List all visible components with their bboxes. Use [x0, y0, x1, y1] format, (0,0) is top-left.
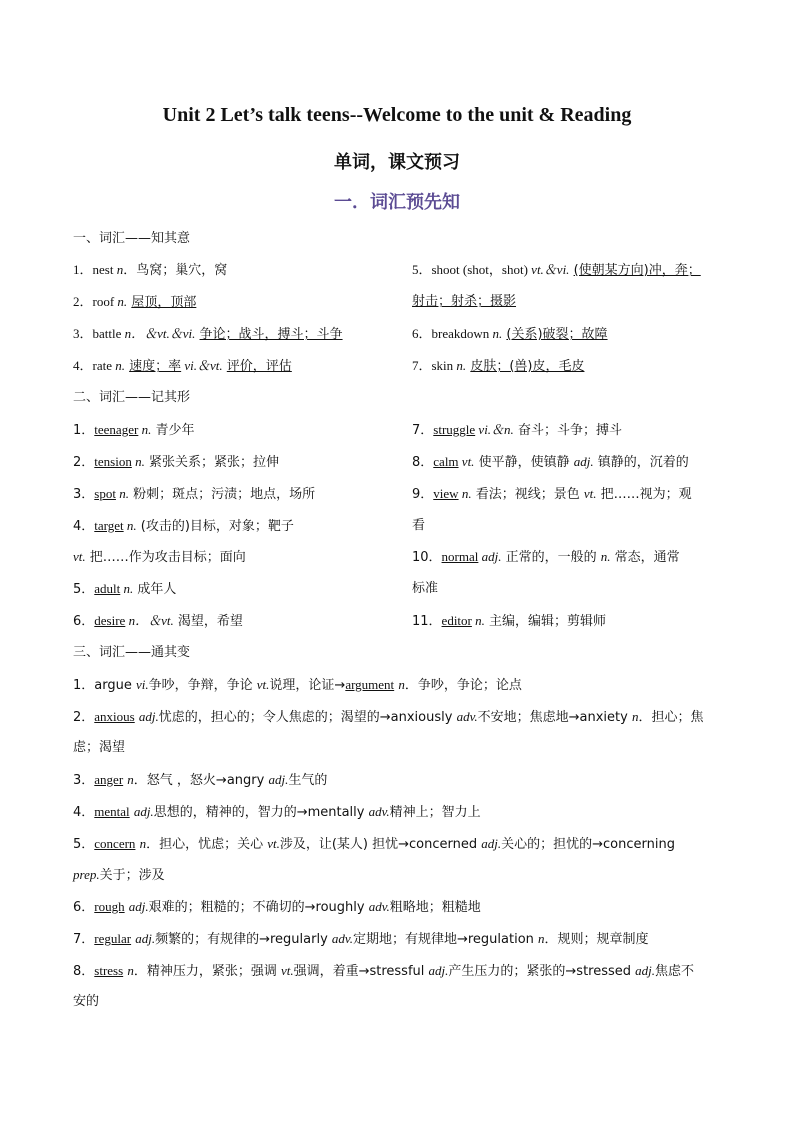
definition-text: 3．: [73, 773, 95, 788]
part-of-speech: vi.: [135, 677, 149, 692]
vocab-item-battle: 3．battle n．＆vt.＆vi. 争论；战斗，搏斗；斗争: [73, 326, 343, 342]
definition-text: 4．: [73, 805, 95, 820]
part-of-speech: prep.: [73, 867, 100, 882]
definition-text: 不安地；焦虑地→anxiety: [477, 710, 632, 725]
vocab-item-roof: 2．roof n. 屋顶，顶部: [73, 294, 197, 310]
definition-text: 安的: [73, 994, 100, 1009]
vocab-item-skin: 7．skin n. 皮肤；(兽)皮，毛皮: [412, 358, 585, 374]
word-family-line: [73, 994, 99, 1010]
definition-text: 精神上；智力上: [389, 805, 481, 820]
vocab-item-tension: 2．tension n. 紧张关系；紧张；拉伸: [73, 454, 279, 470]
part-of-speech: adv.: [368, 899, 390, 914]
part-of-speech: n: [127, 963, 134, 978]
part-of-speech: adv.: [456, 709, 478, 724]
definition-text: 虑；渴望: [73, 740, 126, 755]
part-of-speech: adv.: [368, 804, 390, 819]
word-family-line: [73, 867, 165, 884]
part1-heading: 一、词汇——知其意: [73, 231, 191, 246]
headword: mental: [94, 804, 130, 819]
part-of-speech: n: [631, 709, 639, 724]
word-family-line: [73, 740, 125, 756]
definition-text: 说理，论证→: [269, 678, 346, 693]
headword: concern: [94, 836, 136, 851]
word-family-line: [73, 709, 703, 726]
part-of-speech: vt.: [256, 677, 270, 692]
part-of-speech: adj.: [133, 804, 154, 819]
headword: rough: [94, 899, 125, 914]
definition-text: ．担心，忧虑；关心: [146, 837, 268, 852]
vocab-item-view: 9．view n. 看法；视线；景色 vt. 把……视为；观: [412, 486, 692, 502]
vocab-item-shoot-cont: 射击；射杀；摄影: [412, 294, 517, 309]
vocab-item-struggle: 7．struggle vi.＆n. 奋斗；斗争；搏斗: [412, 422, 622, 438]
definition-text: 涉及，让(某人) 担忧→concerned: [279, 837, 482, 852]
part-of-speech: n: [139, 836, 147, 851]
definition-text: 粗略地；粗糙地: [389, 900, 481, 915]
part-of-speech: adv.: [331, 931, 353, 946]
vocab-item-nest: 1．nest n．鸟窝；巢穴，窝: [73, 262, 228, 278]
page-title: Unit 2 Let’s talk teens--Welcome to the unit & Reading: [162, 104, 632, 126]
definition-text: ．精神压力，紧张；强调: [133, 964, 281, 979]
vocab-item-normal-cont: 标准: [412, 581, 439, 596]
section-heading: 一．词汇预先知: [334, 192, 460, 213]
vocab-item-adult: 5．adult n. 成年人: [73, 581, 177, 597]
definition-text: 定期地；有规律地→regulation: [352, 932, 539, 947]
headword: anger: [94, 772, 124, 787]
definition-text: 争吵，争辩，争论: [148, 678, 257, 693]
page-subtitle: 单词，课文预习: [334, 152, 460, 173]
part-of-speech: adj.: [128, 899, 149, 914]
word-family-line: [73, 804, 481, 821]
part-of-speech: adj.: [138, 709, 159, 724]
definition-text: 焦虑不: [655, 964, 695, 979]
part-of-speech: adj.: [635, 963, 656, 978]
headword: regular: [94, 931, 132, 946]
word-family-line: [73, 772, 327, 789]
definition-text: ．担心；焦: [638, 710, 704, 725]
part-of-speech: n: [127, 772, 134, 787]
vocab-item-calm: 8．calm vt. 使平静，使镇静 adj. 镇静的，沉着的: [412, 454, 689, 470]
part-of-speech: vt.: [280, 963, 294, 978]
definition-text: 产生压力的；紧张的→stressed: [448, 964, 636, 979]
vocab-item-breakdown: 6．breakdown n. (关系)破裂；故障: [412, 326, 608, 342]
vocab-item-normal: 10．normal adj. 正常的，一般的 n. 常态，通常: [412, 549, 680, 565]
part3-heading: 三、词汇——通其变: [73, 645, 191, 660]
definition-text: 关于；涉及: [99, 868, 165, 883]
word-family-line: [73, 963, 694, 980]
definition-text: 强调，着重→stressful: [293, 964, 429, 979]
part-of-speech: vt.: [267, 836, 280, 851]
word-family-line: [73, 836, 675, 853]
headword: anxious: [94, 709, 135, 724]
definition-text: ．怒气 ，怒火→angry: [133, 773, 269, 788]
definition-text: 频繁的；有规律的→regularly: [155, 932, 332, 947]
vocab-item-spot: 3．spot n. 粉刺；斑点；污渍；地点，场所: [73, 486, 316, 502]
vocab-item-editor: 11．editor n. 主编，编辑；剪辑师: [412, 613, 607, 629]
vocab-item-view-cont: 看: [412, 518, 426, 533]
definition-text: ．争吵，争论；论点: [404, 678, 522, 693]
part-of-speech: n: [538, 931, 545, 946]
part2-heading: 二、词汇——记其形: [73, 390, 191, 405]
definition-text: ．规则；规章制度: [544, 932, 649, 947]
vocab-item-desire: 6．desire n．＆vt. 渴望，希望: [73, 613, 243, 629]
vocab-item-shoot: 5．shoot (shot，shot) vt.＆vi. (使朝某方向)冲，奔；: [412, 262, 701, 278]
part-of-speech: adj.: [428, 963, 449, 978]
definition-text: 思想的，精神的，智力的→mentally: [153, 805, 369, 820]
vocab-item-target-cont: vt. 把……作为攻击目标；面向: [73, 549, 246, 565]
vocab-item-rate: 4．rate n. 速度；率 vi.＆vt. 评价，评估: [73, 358, 292, 374]
definition-text: 生气的: [288, 773, 328, 788]
definition-text: 1．argue: [73, 678, 136, 693]
vocab-item-target: 4．target n. (攻击的)目标，对象；靶子: [73, 518, 294, 534]
definition-text: 5．: [73, 837, 95, 852]
headword: argument: [345, 677, 395, 692]
vocab-item-teenager: 1．teenager n. 青少年: [73, 422, 195, 438]
definition-text: 6．: [73, 900, 95, 915]
headword: stress: [94, 963, 124, 978]
definition-text: 2．: [73, 710, 95, 725]
definition-text: 7．: [73, 932, 95, 947]
definition-text: 8．: [73, 964, 95, 979]
part-of-speech: adj.: [135, 931, 156, 946]
definition-text: 忧虑的，担心的；令人焦虑的；渴望的→anxiously: [158, 710, 457, 725]
part-of-speech: n: [398, 677, 405, 692]
part-of-speech: adj.: [268, 772, 289, 787]
word-family-line: [73, 899, 481, 916]
word-family-line: [73, 931, 649, 948]
definition-text: 艰难的；粗糙的；不确切的→roughly: [148, 900, 369, 915]
word-family-line: [73, 677, 522, 694]
definition-text: 关心的；担忧的→concerning: [501, 837, 675, 852]
part-of-speech: adj.: [481, 836, 502, 851]
